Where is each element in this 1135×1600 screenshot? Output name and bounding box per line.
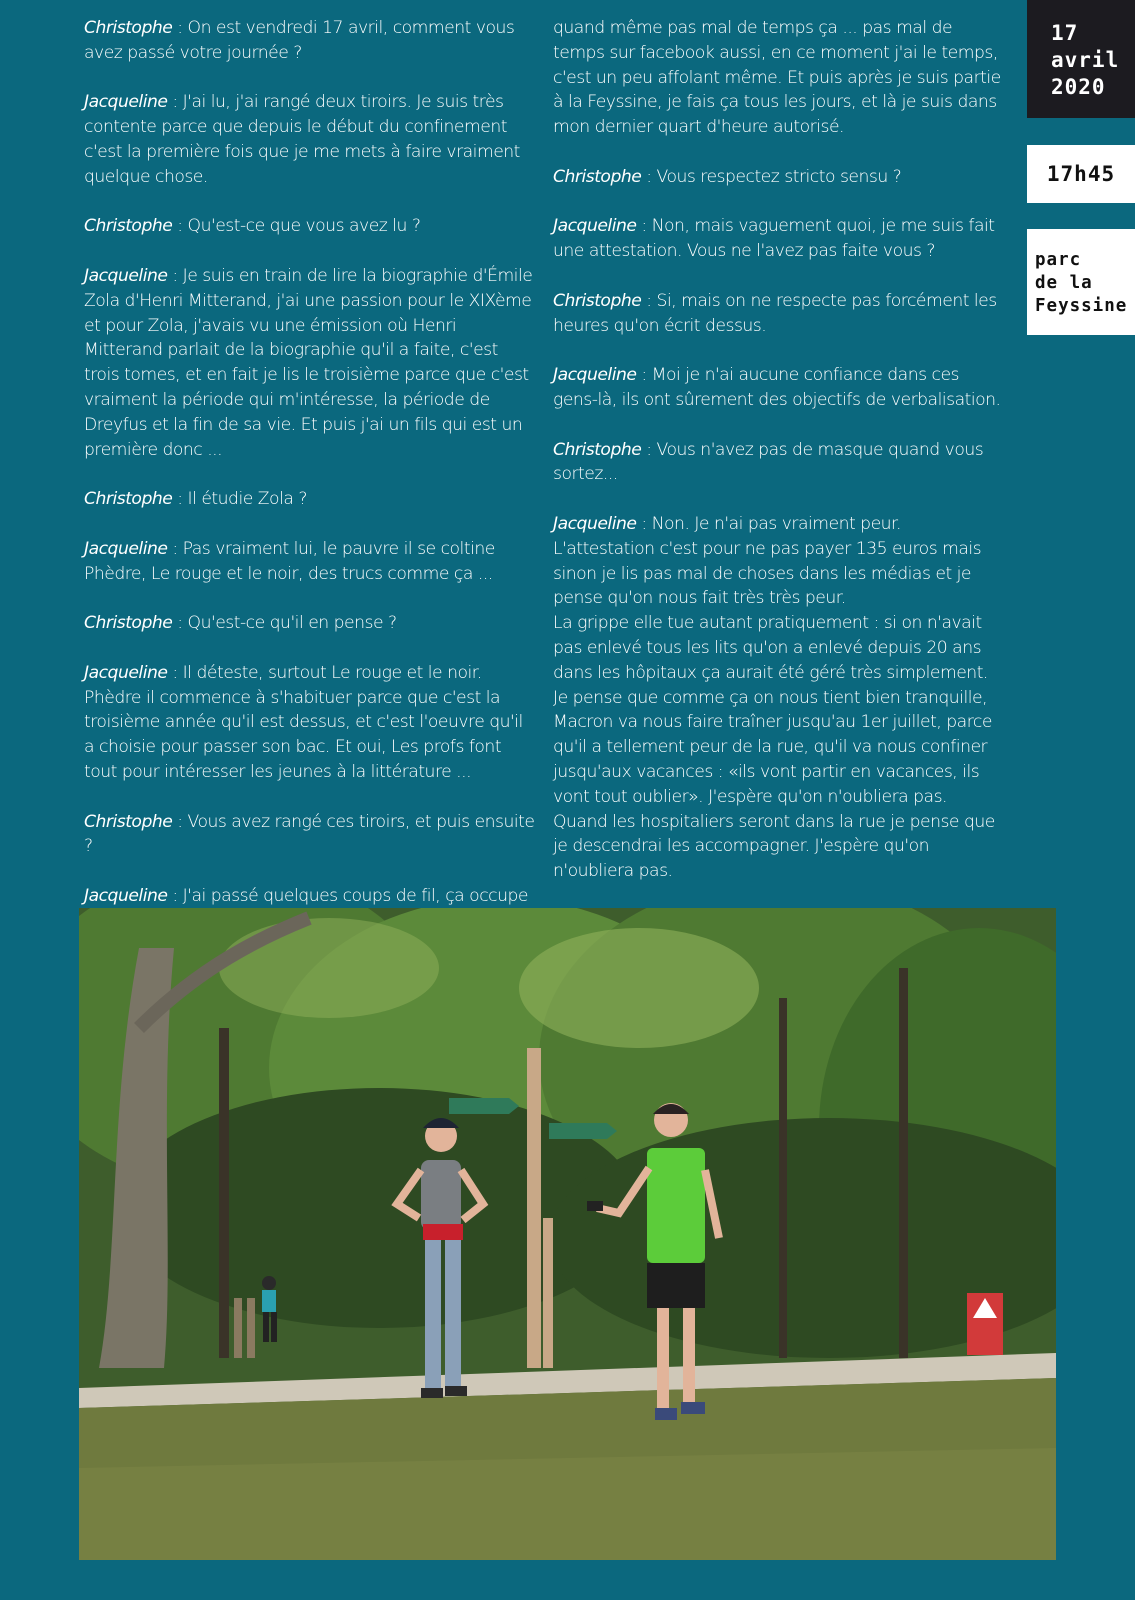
place-label <box>1027 229 1135 335</box>
speaker-name: Jacqueline <box>84 538 168 559</box>
dialogue-paragraph: Christophe : Qu'est-ce qu'il en pense ? <box>84 613 397 634</box>
speech-text: On est vendredi 17 avril, comment vous avez passé votre journée ? <box>84 18 515 63</box>
speaker-name: Jacqueline <box>84 885 168 906</box>
time-label: 17h45 <box>1027 145 1135 203</box>
speech-text: Si, mais on ne respecte pas forcément les heures qu'on écrit dessus. <box>553 290 997 336</box>
dialogue-paragraph: Jacqueline : J'ai passé quelques coups de fil, ça occupe <box>84 885 528 906</box>
dialogue-paragraph: Christophe : Si, mais on ne respecte pas forcément les heures qu'on écrit dessus. <box>553 290 997 336</box>
speaker-name: Christophe <box>84 811 173 832</box>
dialogue-paragraph: Jacqueline : Pas vraiment lui, le pauvre il se coltine Phèdre, Le rouge et le noir, des trucs comme ça ... <box>84 538 495 584</box>
dialogue-paragraph: Jacqueline : Il déteste, surtout Le rouge et le noir. Phèdre il commence à s'habituer parce que c'est la troisième année qu'il est dessus, et c'est l'oeuvre qu'il a choisie pour passer son bac. Et oui, Les profs font tout pour intéresser les jeunes à la littérature ... <box>84 662 523 782</box>
speech-text: Il étudie Zola ? <box>187 489 307 510</box>
dialogue-paragraph: Christophe : Vous respectez stricto sensu ? <box>553 166 902 187</box>
right-column <box>553 16 1005 909</box>
dialogue-paragraph: Christophe : Vous n'avez pas de masque quand vous sortez... <box>553 439 984 485</box>
dialogue-paragraph: Jacqueline : Non, mais vaguement quoi, je me suis fait une attestation. Vous ne l'avez pas faite vous ? <box>553 216 995 262</box>
speech-text: J'ai passé quelques coups de fil, ça occupe <box>182 885 528 906</box>
place-line-1: parc <box>1035 250 1082 270</box>
speaker-name: Jacqueline <box>84 92 168 113</box>
speaker-name: Christophe <box>84 489 173 510</box>
speech-text: Qu'est-ce que vous avez lu ? <box>187 216 421 237</box>
dialogue-paragraph: Jacqueline : Je suis en train de lire la biographie d'Émile Zola d'Henri Mitterand, j'ai une passion pour le XIXème et pour Zola, j'avais vu une émission où Henri Mitterand parlait de la biographie qu'il a faite, c'est trois tomes, et en fait je lis le troisième parce que c'est vraiment la période qui m'intéresse, la période de Dreyfus et la fin de sa vie. Et puis j'ai un fils qui est un première donc ... <box>84 265 533 460</box>
speech-text: Moi je n'ai aucune confiance dans ces gens-là, ils ont sûrement des objectifs de verbalisation. <box>553 365 1001 410</box>
park-photo <box>79 908 1056 1560</box>
speaker-name: Christophe <box>84 18 173 38</box>
speech-text: Vous respectez stricto sensu ? <box>656 166 902 187</box>
speech-text: quand même pas mal de temps ça ... pas mal de temps sur facebook aussi, en ce moment j'ai le temps, c'est un peu affolant même. Et puis après je suis partie à la Feyssine, je fais ça tous les jours, et là je suis dans mon dernier quart d'heure autorisé. <box>553 18 1001 138</box>
dialogue-paragraph: Christophe : Il étudie Zola ? <box>84 489 307 510</box>
dialogue-paragraph: Christophe : On est vendredi 17 avril, comment vous avez passé votre journée ? <box>84 18 515 63</box>
speaker-name: Jacqueline <box>84 265 168 286</box>
speaker-name: Christophe <box>553 166 642 187</box>
place-line-2: de la <box>1035 273 1093 293</box>
left-column <box>84 16 536 933</box>
speaker-name: Christophe <box>84 216 173 237</box>
speaker-name: Jacqueline <box>553 513 637 534</box>
speaker-name: Christophe <box>84 613 173 634</box>
speech-text: Il déteste, surtout Le rouge et le noir. Phèdre il commence à s'habituer parce que c'est la troisième année qu'il est dessus, et c'est l'oeuvre qu'il a choisie pour passer son bac. Et oui, Les profs font tout pour intéresser les jeunes à la littérature ... <box>84 662 523 782</box>
dialogue-paragraph: Christophe : Qu'est-ce que vous avez lu ? <box>84 216 421 237</box>
date-day: 17 <box>1051 21 1079 45</box>
speech-text: Vous n'avez pas de masque quand vous sortez... <box>553 439 984 485</box>
speech-text: Vous avez rangé ces tiroirs, et puis ensuite ? <box>84 811 535 857</box>
speech-text: Non. Je n'ai pas vraiment peur. L'attestation c'est pour ne pas payer 135 euros mais sinon je lis pas mal de choses dans les médias et je pense qu'on nous fait très très peur. La grippe elle tue autant pratiquement : si on n'avait pas enlevé tous les lits qu'on a enlevé depuis 20 ans dans les hôpitaux ça aurait été géré très simplement. Je pense que comme ça on nous tient bien tranquille, Macron va nous faire traîner jusqu'au 1er juillet, parce qu'il a tellement peur de la rue, qu'il va nous confiner jusqu'aux vacances : «ils vont partir en vacances, ils vont tout oublier». J'espère qu'on n'oubliera pas. Quand les hospitaliers seront dans la rue je pense que je descendrai les accompagner. J'espère qu'on n'oubliera pas. <box>553 513 995 882</box>
dialogue-paragraph: Jacqueline : Moi je n'ai aucune confiance dans ces gens-là, ils ont sûrement des objectifs de verbalisation. <box>553 365 1001 410</box>
speaker-name: Jacqueline <box>84 662 168 683</box>
date-year: 2020 <box>1051 75 1106 99</box>
speech-text: Qu'est-ce qu'il en pense ? <box>187 613 397 634</box>
dialogue-paragraph: Jacqueline : J'ai lu, j'ai rangé deux tiroirs. Je suis très contente parce que depuis le début du confinement c'est la première fois que je me mets à faire vraiment quelque chose. <box>84 92 520 187</box>
speech-text: J'ai lu, j'ai rangé deux tiroirs. Je suis très contente parce que depuis le début du confinement c'est la première fois que je me mets à faire vraiment quelque chose. <box>84 92 520 187</box>
speaker-name: Jacqueline <box>553 216 637 237</box>
speech-text: Non, mais vaguement quoi, je me suis fait une attestation. Vous ne l'avez pas faite vous ? <box>553 216 995 262</box>
speech-text: Je suis en train de lire la biographie d'Émile Zola d'Henri Mitterand, j'ai une passion pour le XIXème et pour Zola, j'avais vu une émission où Henri Mitterand parlait de la biographie qu'il a faite, c'est trois tomes, et en fait je lis le troisième parce que c'est vraiment la période qui m'intéresse, la période de Dreyfus et la fin de sa vie. Et puis j'ai un fils qui est un première donc ... <box>84 265 533 460</box>
speaker-name: Jacqueline <box>553 365 637 386</box>
date-label <box>1027 0 1135 118</box>
date-month: avril <box>1051 48 1120 72</box>
dialogue-paragraph <box>553 16 1005 140</box>
park-scene <box>79 908 1056 1560</box>
place-line-3: Feyssine <box>1035 296 1128 316</box>
speaker-name: Christophe <box>553 439 642 460</box>
dialogue-paragraph: Christophe : Vous avez rangé ces tiroirs, et puis ensuite ? <box>84 811 535 857</box>
speaker-name: Christophe <box>553 290 642 311</box>
speech-text: Pas vraiment lui, le pauvre il se coltine Phèdre, Le rouge et le noir, des trucs comme ça ... <box>84 538 495 584</box>
dialogue-paragraph: Jacqueline : Non. Je n'ai pas vraiment peur. L'attestation c'est pour ne pas payer 135 euros mais sinon je lis pas mal de choses dans les médias et je pense qu'on nous fait très très peur. La grippe elle tue autant pratiquement : si on n'avait pas enlevé tous les lits qu'on a enlevé depuis 20 ans dans les hôpitaux ça aurait été géré très simplement. Je pense que comme ça on nous tient bien tranquille, Macron va nous faire traîner jusqu'au 1er juillet, parce qu'il a tellement peur de la rue, qu'il va nous confiner jusqu'aux vacances : «ils vont partir en vacances, ils vont tout oublier». J'espère qu'on n'oubliera pas. Quand les hospitaliers seront dans la rue je pense que je descendrai les accompagner. J'espère qu'on n'oubliera pas. <box>553 513 995 882</box>
